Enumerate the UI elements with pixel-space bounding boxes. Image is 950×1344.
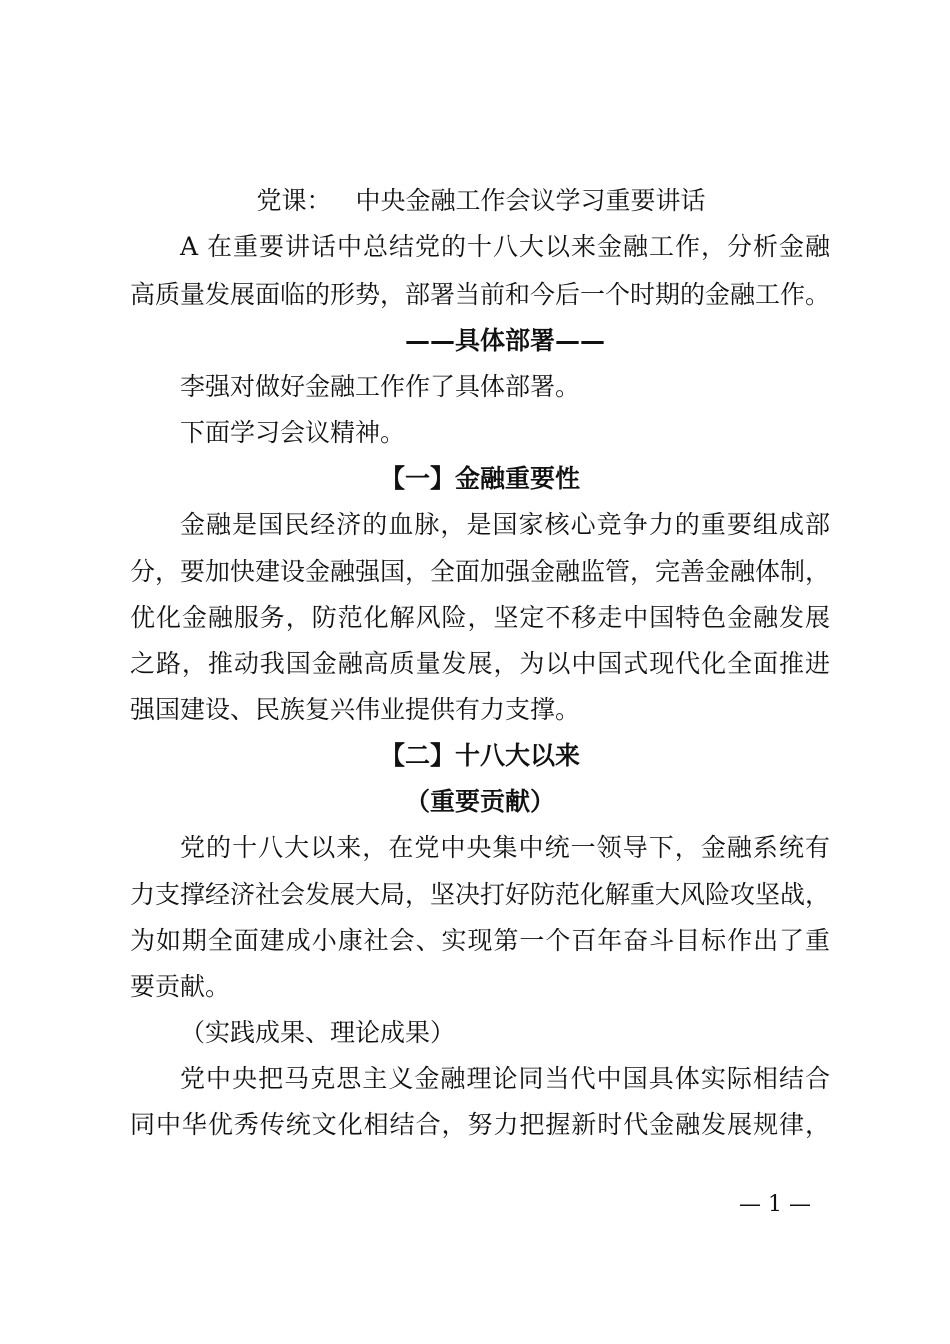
section2-subheading: （重要贡献） (404, 787, 555, 816)
section2-heading: 【二】十八大以来 (379, 741, 580, 770)
practice-line-1: 党中央把马克思主义金融理论同当代中国具体实际相结合 (180, 1064, 830, 1093)
study-line: 下面学习会议精神。 (180, 418, 406, 447)
section1-heading: 【一】金融重要性 (379, 464, 580, 493)
section1-line-3: 优化金融服务，防范化解风险，坚定不移走中国特色金融发展 (130, 603, 830, 632)
document-title (0, 186, 950, 216)
title-main: 中央金融工作会议学习重要讲话 (355, 186, 706, 215)
page-number: — 1 — (739, 1192, 811, 1217)
section1-line-1: 金融是国民经济的血脉，是国家核心竞争力的重要组成部 (180, 510, 830, 539)
section1-line-5: 强国建设、民族复兴伟业提供有力支撑。 (130, 695, 581, 724)
deploy-heading: ——具体部署—— (405, 326, 606, 355)
intro-line-1: A 在重要讲话中总结党的十八大以来金融工作，分析金融 (180, 232, 830, 261)
deploy-line: 李强对做好金融工作作了具体部署。 (180, 372, 581, 401)
title-prefix: 党课： (256, 186, 332, 215)
section2-line-3: 为如期全面建成小康社会、实现第一个百年奋斗目标作出了重 (130, 926, 830, 955)
practice-heading: （实践成果、理论成果） (180, 1018, 456, 1047)
section1-line-2: 分，要加快建设金融强国，全面加强金融监管，完善金融体制， (130, 557, 831, 586)
intro-line-2: 高质量发展面临的形势，部署当前和今后一个时期的金融工作。 (130, 280, 831, 309)
section2-line-2: 力支撑经济社会发展大局，坚决打好防范化解重大风险攻坚战， (130, 880, 831, 909)
section2-line-1: 党的十八大以来，在党中央集中统一领导下，金融系统有 (180, 833, 830, 862)
practice-line-2: 同中华优秀传统文化相结合，努力把握新时代金融发展规律， (130, 1110, 830, 1139)
section1-line-4: 之路，推动我国金融高质量发展，为以中国式现代化全面推进 (130, 649, 830, 678)
section2-line-4: 要贡献。 (130, 972, 231, 1001)
